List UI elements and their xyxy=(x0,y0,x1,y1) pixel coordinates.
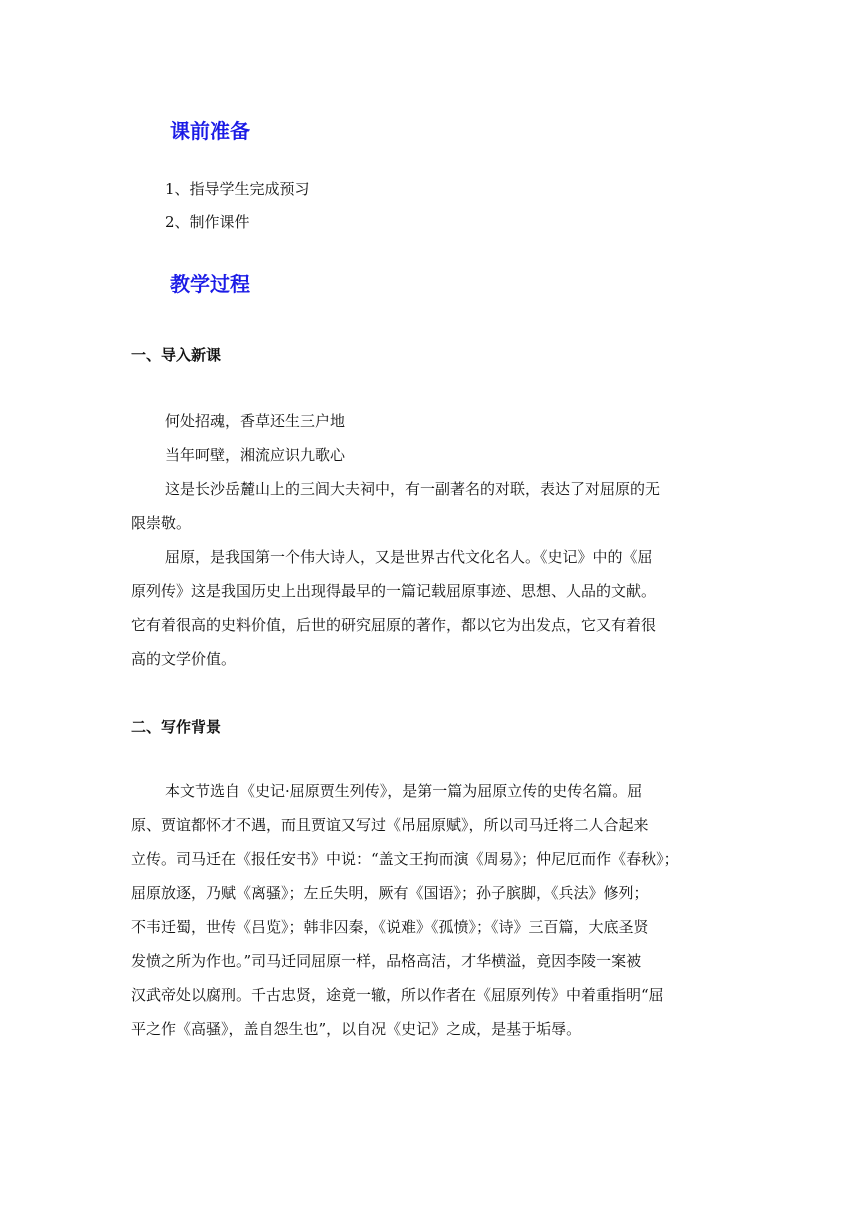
prep-item-1: 1、指导学生完成预习 xyxy=(165,180,310,198)
intro-para1-line-1: 这是长沙岳麓山上的三闾大夫祠中，有一副著名的对联，表达了对屈原的无 xyxy=(165,480,661,498)
intro-para2-line-1: 屈原，是我国第一个伟大诗人，又是世界古代文化名人。《史记》中的《屈 xyxy=(165,548,653,566)
section-heading-intro: 一、导入新课 xyxy=(131,346,222,364)
background-line-2: 原、贾谊都怀才不遇，而且贾谊又写过《吊屈原赋》，所以司马迁将二人合起来 xyxy=(131,816,649,834)
couplet-line-1: 何处招魂，香草还生三户地 xyxy=(165,412,346,430)
couplet-line-2: 当年呵壁，湘流应识九歌心 xyxy=(165,446,346,464)
background-line-7: 汉武帝处以腐刑。千古忠贤，途竟一辙，所以作者在《屈原列传》中着重指明“屈 xyxy=(131,986,664,1004)
background-line-1: 本文节选自《史记·屈原贾生列传》，是第一篇为屈原立传的史传名篇。屈 xyxy=(165,782,643,800)
intro-para2-line-2: 原列传》这是我国历史上出现得最早的一篇记载屈原事迹、思想、人品的文献。 xyxy=(131,582,657,600)
background-line-4: 屈原放逐，乃赋《离骚》；左丘失明，厥有《国语》；孙子膑脚，《兵法》修列； xyxy=(131,884,649,902)
background-line-6: 发愤之所为作也。”司马迁同屈原一样，品格高洁，才华横溢，竟因李陵一案被 xyxy=(131,952,642,970)
section-heading-background: 二、写作背景 xyxy=(131,718,222,736)
background-line-8: 平之作《高骚》，盖自怨生也”，以自况《史记》之成，是基于垢辱。 xyxy=(131,1020,582,1038)
background-line-5: 不韦迁蜀，世传《吕览》；韩非囚秦，《说难》《孤愤》；《诗》三百篇，大底圣贤 xyxy=(131,918,649,936)
intro-para2-line-3: 它有着很高的史料价值，后世的研究屈原的著作，都以它为出发点，它又有着很 xyxy=(131,616,657,634)
heading-prep: 课前准备 xyxy=(170,119,250,143)
intro-para2-line-4: 高的文学价值。 xyxy=(131,650,237,668)
heading-process: 教学过程 xyxy=(170,272,250,296)
intro-para1-line-2: 限崇敬。 xyxy=(131,514,192,532)
prep-item-2: 2、制作课件 xyxy=(165,213,250,231)
background-line-3: 立传。司马迁在《报任安书》中说：“盖文王拘而演《周易》；仲尼厄而作《春秋》； xyxy=(131,850,679,868)
